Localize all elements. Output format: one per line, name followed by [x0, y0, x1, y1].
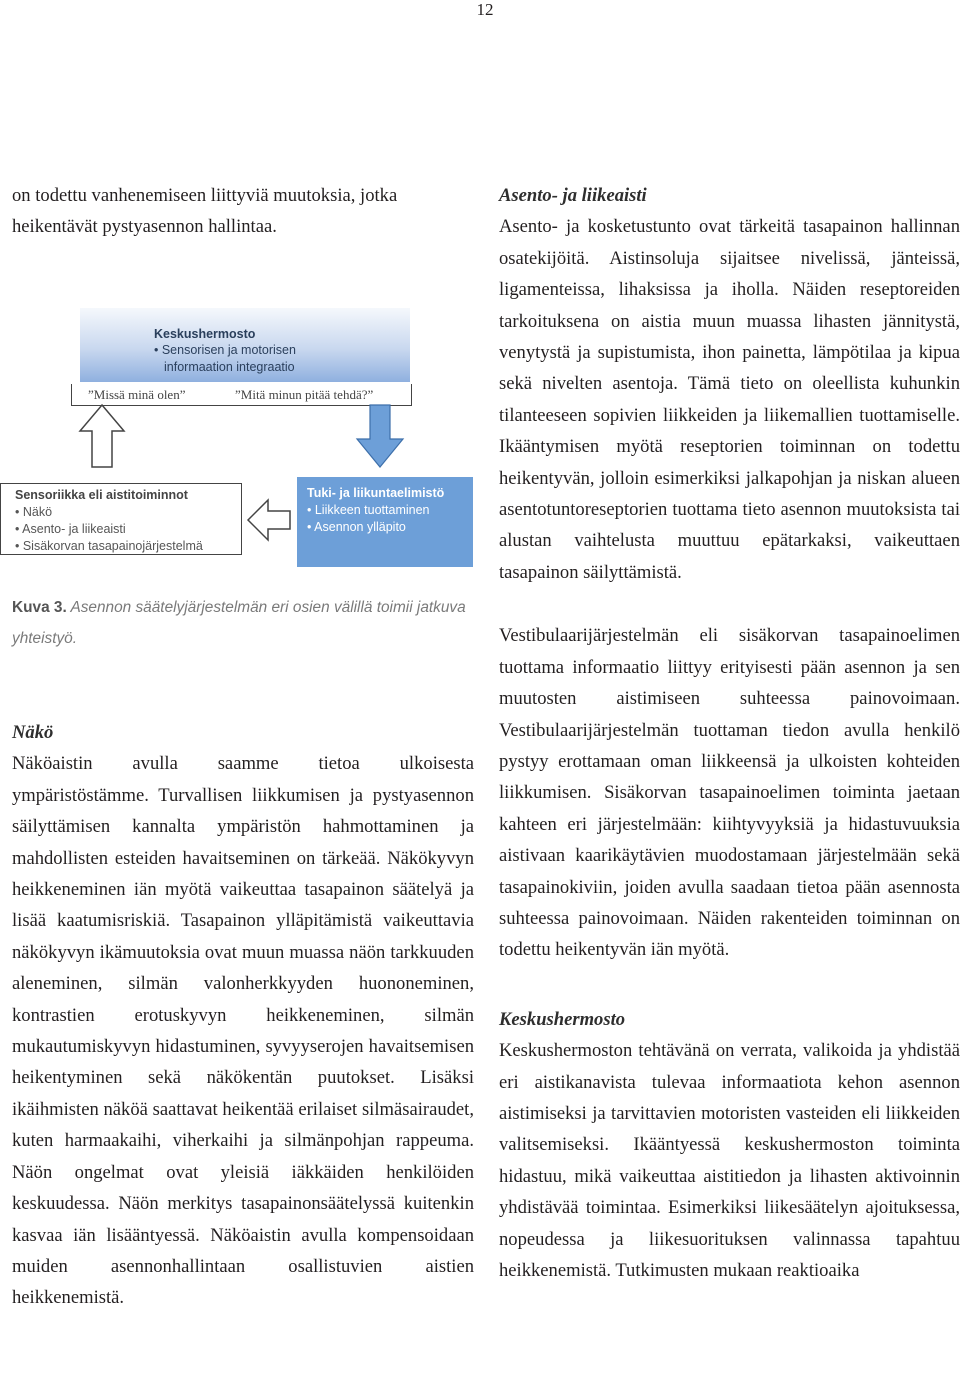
up-arrow-icon — [78, 403, 126, 469]
sensory-box-item: • Asento- ja liikeaisti — [15, 522, 126, 536]
left-arrow-icon — [246, 498, 292, 542]
section-text-keskushermosto: Keskushermoston tehtävänä on verrata, valikoida ja yhdistää eri aistikanavista tulevaa informaatiota kehon asennon aistimiseksi ja tarvittavien motoristen vasteiden eli liikkeiden valitsemiseksi. Ikääntyessä keskushermoston toiminta hidastuu, mikä vaikeuttaa aistitiedon ja lihasten aktivoinnin yhdistävää toimintaa. Esimerkiksi liikesäätelyn ajoituksessa, nopeudessa ja liikesuorituksen valinnassa tapahtuu heikkenemistä. Tutkimusten mukaan reaktioaika — [499, 1040, 960, 1281]
cns-box-title: Keskushermosto — [154, 327, 256, 341]
question-what-to-do: ”Mitä minun pitää tehdä?” — [235, 387, 374, 402]
caption-text: Asennon säätelyjärjestelmän eri osien välillä toimii jatkuva yhteistyö. — [12, 599, 466, 648]
sensory-box — [0, 483, 242, 555]
right-column — [499, 180, 960, 1286]
musculoskeletal-box-item: • Liikkeen tuottaminen — [307, 503, 430, 517]
section-heading-keskushermosto: Keskushermosto — [499, 1008, 626, 1030]
musculoskeletal-box — [297, 477, 473, 567]
intro-line-2: heikentävät pystyasennon hallintaa. — [12, 216, 277, 238]
page-number: 12 — [476, 0, 494, 19]
musculoskeletal-box-item: • Asennon ylläpito — [307, 520, 406, 534]
figure-caption — [12, 592, 474, 655]
section-heading-asento: Asento- ja liikeaisti — [499, 185, 647, 206]
musculoskeletal-box-title: Tuki- ja liikuntaelimistö — [307, 486, 445, 500]
question-where-am-i: ”Missä minä olen” — [88, 387, 186, 402]
intro-text — [12, 180, 474, 243]
sensory-box-item: • Sisäkorvan tasapainojärjestelmä — [15, 539, 203, 553]
section-heading-nako: Näkö — [12, 722, 54, 743]
sensory-box-item: • Näkö — [15, 505, 53, 519]
section-text-vestibular: Vestibulaarijärjestelmän eli sisäkorvan tasapainoelimen tuottama informaatio liittyy erityisesti pään asennon ja sen muutosten aistimiseen suhteessa painovoimaan. Vestibulaarijärjestelmän tuottaman tiedon avulla henkilö pystyy erottamaan oman liikkeensä ja ulkoisten kohteiden liikkumisen. Sisäkorvan tasapainoelimen toiminta jaetaan kahteen eri järjestelmään: kiihtyvyyksiä ja hidastuvuuksia aistivaan kaarikäytävien muodostamaan järjestelmään sekä tasapainokiviin, joiden avulla saadaan tietoa pään asennosta suhteessa painovoimaan. Näiden rakenteiden toiminnan on todettu heikentyvän iän myötä. — [499, 625, 960, 961]
down-arrow-icon — [355, 403, 405, 469]
intro-line-1: on todettu vanhenemiseen liittyviä muutoksia, jotka — [12, 185, 398, 206]
section-text-nako: Näköaistin avulla saamme tietoa ulkoisesta ympäristöstämme. Turvallisen liikkumisen ja pystyasennon säilyttämisen kannalta ympäristön hahmottaminen ja mahdollisten esteiden havaitseminen on tärkeää. Näkökyvyn heikkeneminen iän myötä vaikeuttaa tasapainon säätelyä ja lisää kaatumisriskiä. Tasapainon ylläpitämistä vaikeuttavia näkökyvyn ikämuutoksia ovat muun muassa näön tarkkuuden aleneminen, silmän valonherkkyyden huononeminen, kontrastien erotuskyvyn heikkeneminen, silmän mukautumiskyvyn hidastuminen, syvyyserojen havaitsemisen heikentyminen sekä näkökentän puutokset. Lisäksi ikäihmisten näköä saattavat heikentää erilaiset silmäsairaudet, kuten harmaakaihi, viherkaihi ja silmänpohjan rappeuma. Näön ongelmat ovat yleisiä iäkkäiden henkilöiden keskuudessa. Näön merkitys tasapainonsäätelyssä kuitenkin kasvaa iän lisääntyessä. Näköaistin avulla kompensoidaan muiden asennonhallintaan osallistuvien aistien heikkenemistä. — [12, 753, 474, 1309]
caption-label: Kuva 3. — [12, 599, 67, 616]
section-text-asento: Asento- ja kosketustunto ovat tärkeitä tasapainon hallinnan osatekijöitä. Aistinsoluja sijaitsee nivelissä, jänteissä, ligamenteissa, lihaksissa ja iholla. Näiden reseptoreiden tarkoituksena on aistia muun muassa lihasten jännitystä, venytystä ja supistumista, ihon painetta, lämpötilaa ja kipua sekä nivelten asentoja. Tämä tieto on oleellista kuhunkin tilanteeseen sopivien liikkeiden ja liikemallien tuottamiselle. Ikääntymisen myötä reseptorien toiminnan on todettu heikentyvän, jolloin esimerkiksi jalkapohjan ja niskan alueen asentotuntoreseptorien tuottama tieto asennon muutoksista tai alustan vaihtelusta muuttuu epätarkaksi, vaikeuttaen tasapainon säilyttämistä. — [499, 216, 960, 583]
cns-box-item: informaation integraatio — [164, 360, 295, 374]
posture-control-diagram — [0, 300, 480, 590]
section-nako — [12, 717, 474, 1314]
sensory-box-title: Sensoriikka eli aistitoiminnot — [15, 488, 188, 502]
cns-box — [80, 308, 410, 382]
cns-box-item: • Sensorisen ja motorisen — [154, 343, 296, 357]
